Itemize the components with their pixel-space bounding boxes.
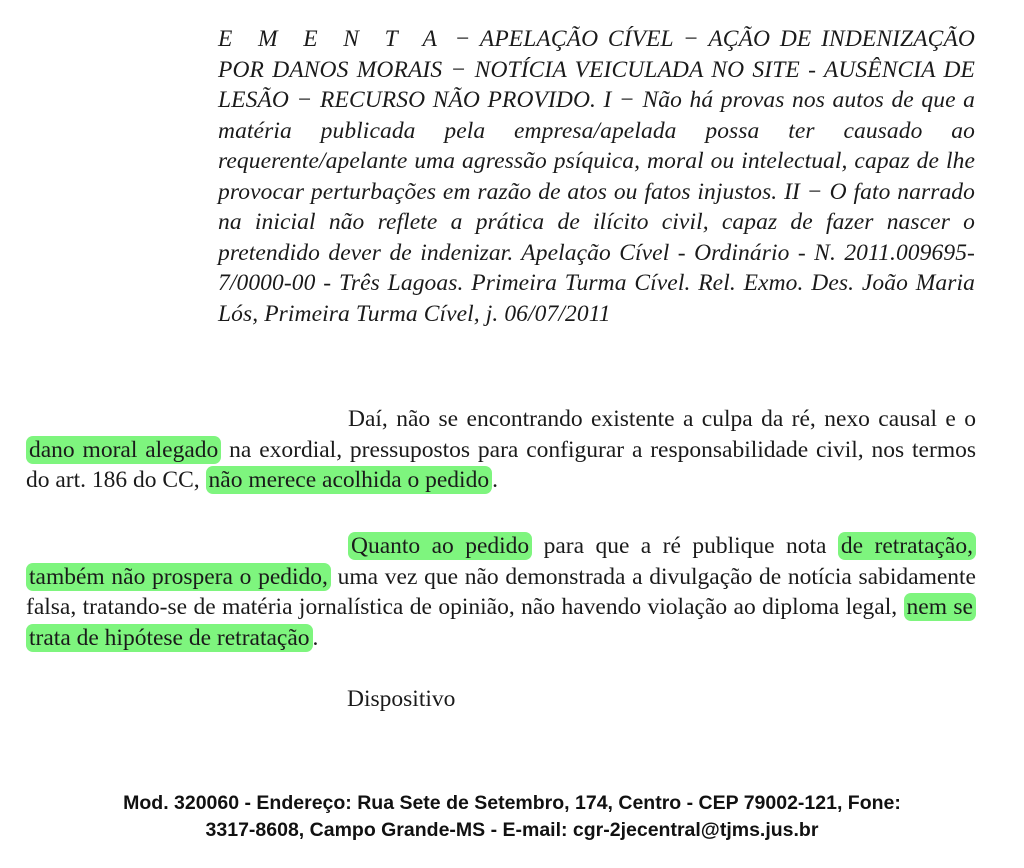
ementa-label: E M E N T A — [218, 26, 445, 52]
page-footer — [0, 790, 1024, 844]
ementa-block — [218, 24, 975, 329]
footer-line-contact: 3317-8608, Campo Grande-MS - E-mail: cgr-2jecentral@tjms.jus.br — [205, 819, 819, 841]
paragraph1-text-3: . — [492, 467, 498, 493]
paragraph1-text-2: na exordial, pressupostos para configurar a responsabilidade civil, nos termos do art. 186 do CC, — [26, 436, 976, 493]
paragraph-retratacao — [26, 531, 976, 653]
paragraph-culpa — [26, 404, 976, 496]
paragraph2-text-1: para que a ré publique nota — [532, 533, 838, 559]
section-heading-dispositivo: Dispositivo — [347, 686, 456, 712]
paragraph1-text-1: Daí, não se encontrando existente a culpa da ré, nexo causal e o — [348, 406, 976, 432]
highlight-quanto-ao-pedido: Quanto ao pedido — [348, 532, 532, 560]
highlight-hipotese: nem se trata de hipótese de retratação — [26, 593, 976, 652]
highlight-dano-moral: dano moral alegado — [26, 436, 221, 464]
paragraph2-text-2: uma vez que não demonstrada a divulgação de notícia sabidamente falsa, tratando-se de matéria jornalística de opinião, não havendo violação ao diploma legal, — [26, 563, 976, 620]
highlight-retratacao: de retratação, também não prospera o pedido, — [26, 532, 976, 591]
paragraph2-text-3: . — [312, 624, 319, 651]
highlight-nao-merece: não merece acolhida o pedido — [206, 466, 493, 494]
footer-line-address: Mod. 320060 - Endereço: Rua Sete de Setembro, 174, Centro - CEP 79002-121, Fone: — [123, 792, 901, 814]
ementa-text: − APELAÇÃO CÍVEL − AÇÃO DE INDENIZAÇÃO POR DANOS MORAIS − NOTÍCIA VEICULADA NO SITE - AUSÊNCIA DE LESÃO − RECURSO NÃO PROVIDO. I − Não há provas nos autos de que a matéria publicada pela empresa/apelada possa ter causado ao requerente/apelante uma agressão psíquica, moral ou intelectual, capaz de lhe provocar perturbações em razão de atos ou fatos injustos. II − O fato narrado na inicial não reflete a prática de ilícito civil, capaz de fazer nascer o pretendido dever de indenizar. Apelação Cível - Ordinário - N. 2011.009695-7/0000-00 - Três Lagoas. Primeira Turma Cível. Rel. Exmo. Des. João Maria Lós, Primeira Turma Cível, j. 06/07/2011 — [218, 26, 975, 327]
